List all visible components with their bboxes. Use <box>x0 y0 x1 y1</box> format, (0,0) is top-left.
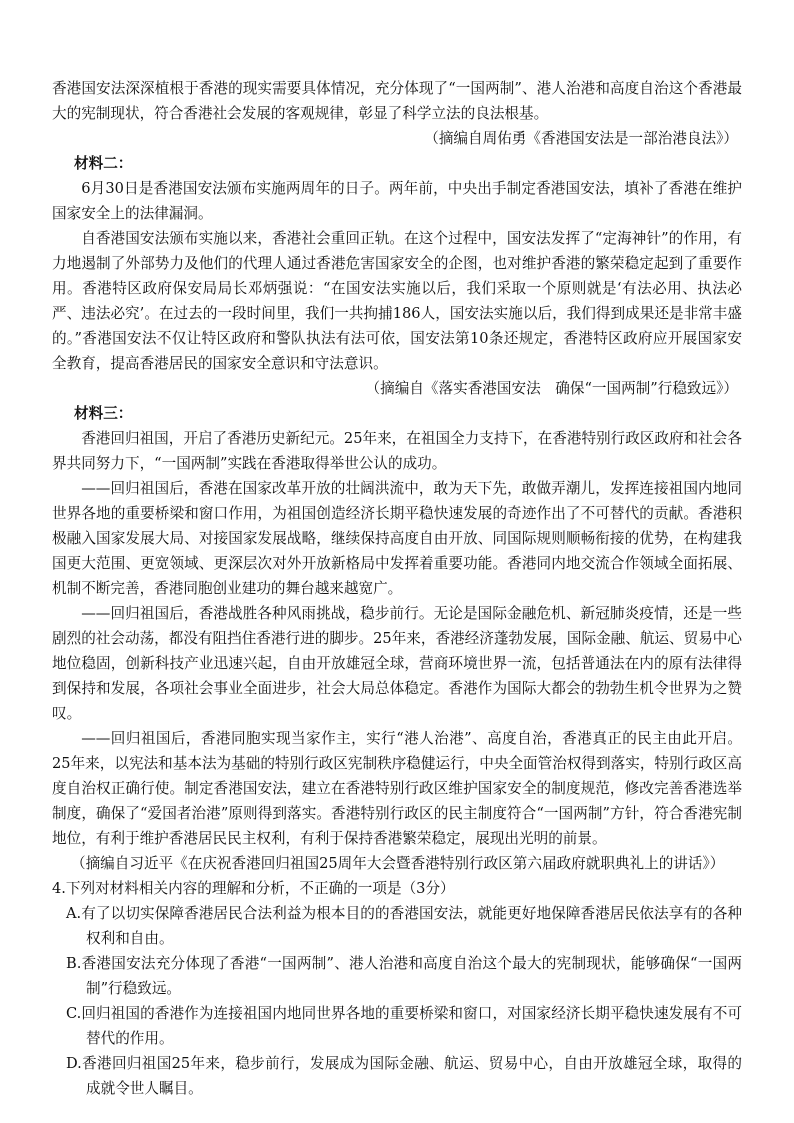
material3-heading: 材料三： <box>74 405 133 422</box>
material3-paragraph: 香港回归祖国，开启了香港历史新纪元。25年来，在祖国全力支持下，在香港特别行政区政府和社会各界共同努力下，“一国两制”实践在香港取得举世公认的成功。 <box>52 430 742 472</box>
material3-paragraph: ——回归祖国后，香港在国家改革开放的壮阔洪流中，敢为天下先，敢做弄潮儿，发挥连接祖国内地同世界各地的重要桥梁和窗口作用，为祖国创造经济长期平稳快速发展的奇迹作出了不可替代的贡献。香港积极融入国家发展大局、对接国家发展战略，继续保持高度自由开放、同国际规则顺畅衔接的优势，在构建我国更大范围、更宽领域、更深层次对外开放新格局中发挥着重要功能。香港同内地交流合作领域全面拓展、机制不断完善，香港同胞创业建功的舞台越来越宽广。 <box>52 480 742 597</box>
question-option-d: D.香港回归祖国25年来，稳步前行，发展成为国际金融、航运、贸易中心，自由开放雄冠全球，取得的成就令世人瞩目。 <box>66 1055 742 1097</box>
material3-paragraph: ——回归祖国后，香港战胜各种风雨挑战，稳步前行。无论是国际金融危机、新冠肺炎疫情，还是一些剧烈的社会动荡，都没有阻挡住香港行进的脚步。25年来，香港经济蓬勃发展，国际金融、航运、贸易中心地位稳固，创新科技产业迅速兴起，自由开放雄冠全球，营商环境世界一流，包括普通法在内的原有法律得到保持和发展，各项社会事业全面进步，社会大局总体稳定。香港作为国际大都会的勃勃生机令世界为之赞叹。 <box>52 605 742 722</box>
material3-source: （摘编自习近平《在庆祝香港回归祖国25周年大会暨香港特别行政区第六届政府就职典礼上的讲话》） <box>70 855 725 872</box>
material2-heading: 材料二： <box>74 155 133 172</box>
question-option-b: B.香港国安法充分体现了香港“一国两制”、港人治港和高度自治这个最大的宪制现状，能够确保“一国两制”行稳致远。 <box>66 955 742 997</box>
material2-source: （摘编自《落实香港国安法 确保“一国两制”行稳致远》） <box>365 380 738 397</box>
material1-tail-text: 香港国安法深深植根于香港的现实需要具体情况，充分体现了“一国两制”、港人治港和高度自治这个香港最大的宪制现状，符合香港社会发展的客观规律，彰显了科学立法的良法根基。 <box>52 80 742 122</box>
material2-paragraph: 自香港国安法颁布实施以来，香港社会重回正轨。在这个过程中，国安法发挥了“定海神针”的作用，有力地遏制了外部势力及他们的代理人通过香港危害国家安全的企图，也对维护香港的繁荣稳定起到了重要作用。香港特区政府保安局局长邓炳强说：“在国安法实施以后，我们采取一个原则就是‘有法必用、执法必严、违法必究’。在过去的一段时间里，我们一共拘捕186人，国安法实施以后，我们得到成果还是非常丰盛的。”香港国安法不仅让特区政府和警队执法有法可依，国安法第10条还规定，香港特区政府应开展国家安全教育，提高香港居民的国家安全意识和守法意识。 <box>52 230 742 372</box>
question-stem: 4.下列对材料相关内容的理解和分析，不正确的一项是（3分） <box>52 880 455 897</box>
material1-source: （摘编自周佑勇《香港国安法是一部治港良法》） <box>424 130 738 147</box>
material3-paragraph: ——回归祖国后，香港同胞实现当家作主，实行“港人治港”、高度自治，香港真正的民主由此开启。25年来，以宪法和基本法为基础的特别行政区宪制秩序稳健运行，中央全面管治权得到落实，特别行政区高度自治权正确行使。制定香港国安法，建立在香港特别行政区维护国家安全的制度规范，修改完善香港选举制度，确保了“爱国者治港”原则得到落实。香港特别行政区的民主制度符合“一国两制”方针，符合香港宪制地位，有利于维护香港居民民主权利，有利于保持香港繁荣稳定，展现出光明的前景。 <box>52 730 742 847</box>
question-option-c: C.回归祖国的香港作为连接祖国内地同世界各地的重要桥梁和窗口，对国家经济长期平稳快速发展有不可替代的作用。 <box>66 1005 742 1047</box>
material2-paragraph: 6月30日是香港国安法颁布实施两周年的日子。两年前，中央出手制定香港国安法，填补了香港在维护国家安全上的法律漏洞。 <box>52 180 742 222</box>
question-option-a: A.有了以切实保障香港居民合法利益为根本目的的香港国安法，就能更好地保障香港居民依法享有的各种权利和自由。 <box>66 905 742 947</box>
exam-page <box>52 76 742 1101</box>
